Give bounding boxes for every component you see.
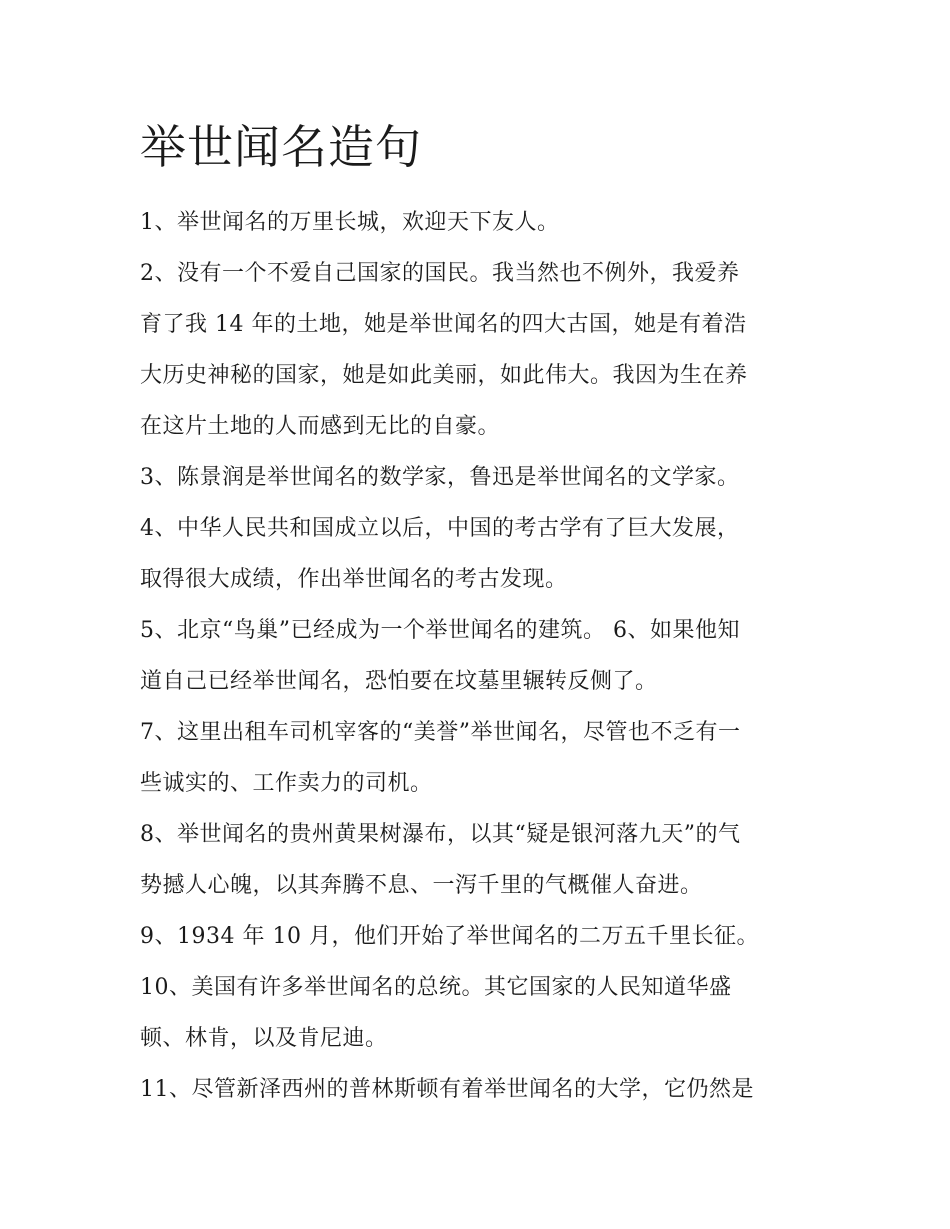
text-line: 7、这里出租车司机宰客的“美誉”举世闻名，尽管也不乏有一 bbox=[140, 720, 741, 745]
text-line: 顿、林肯，以及肯尼迪。 bbox=[140, 1026, 388, 1051]
text-line: 势撼人心魄，以其奔腾不息、一泻千里的气概催人奋进。 bbox=[140, 873, 703, 898]
text-line: 11、尽管新泽西州的普林斯顿有着举世闻名的大学，它仍然是 bbox=[140, 1077, 754, 1102]
page-title: 举世闻名造句 bbox=[140, 120, 422, 174]
text-line: 大历史神秘的国家，她是如此美丽，如此伟大。我因为生在养 bbox=[140, 363, 748, 388]
text-line: 取得很大成绩，作出举世闻名的考古发现。 bbox=[140, 567, 568, 592]
text-line: 些诚实的、工作卖力的司机。 bbox=[140, 771, 433, 796]
text-line: 5、北京“鸟巢”已经成为一个举世闻名的建筑。 6、如果他知 bbox=[140, 618, 740, 643]
text-line: 育了我 14 年的土地，她是举世闻名的四大古国，她是有着浩 bbox=[140, 312, 747, 337]
text-line: 3、陈景润是举世闻名的数学家，鲁迅是举世闻名的文学家。 bbox=[140, 465, 740, 490]
text-line: 4、中华人民共和国成立以后，中国的考古学有了巨大发展， bbox=[140, 516, 740, 541]
text-line: 2、没有一个不爱自己国家的国民。我当然也不例外，我爱养 bbox=[140, 261, 740, 286]
text-line: 在这片土地的人而感到无比的自豪。 bbox=[140, 414, 501, 439]
text-line: 8、举世闻名的贵州黄果树瀑布，以其“疑是银河落九天”的气 bbox=[140, 822, 741, 847]
text-line: 1、举世闻名的万里长城，欢迎天下友人。 bbox=[140, 210, 560, 235]
text-line: 9、1934 年 10 月，他们开始了举世闻名的二万五千里长征。 bbox=[140, 924, 759, 949]
text-line: 道自己已经举世闻名，恐怕要在坟墓里辗转反侧了。 bbox=[140, 669, 658, 694]
document-body bbox=[140, 201, 820, 1119]
text-line: 10、美国有许多举世闻名的总统。其它国家的人民知道华盛 bbox=[140, 975, 732, 1000]
